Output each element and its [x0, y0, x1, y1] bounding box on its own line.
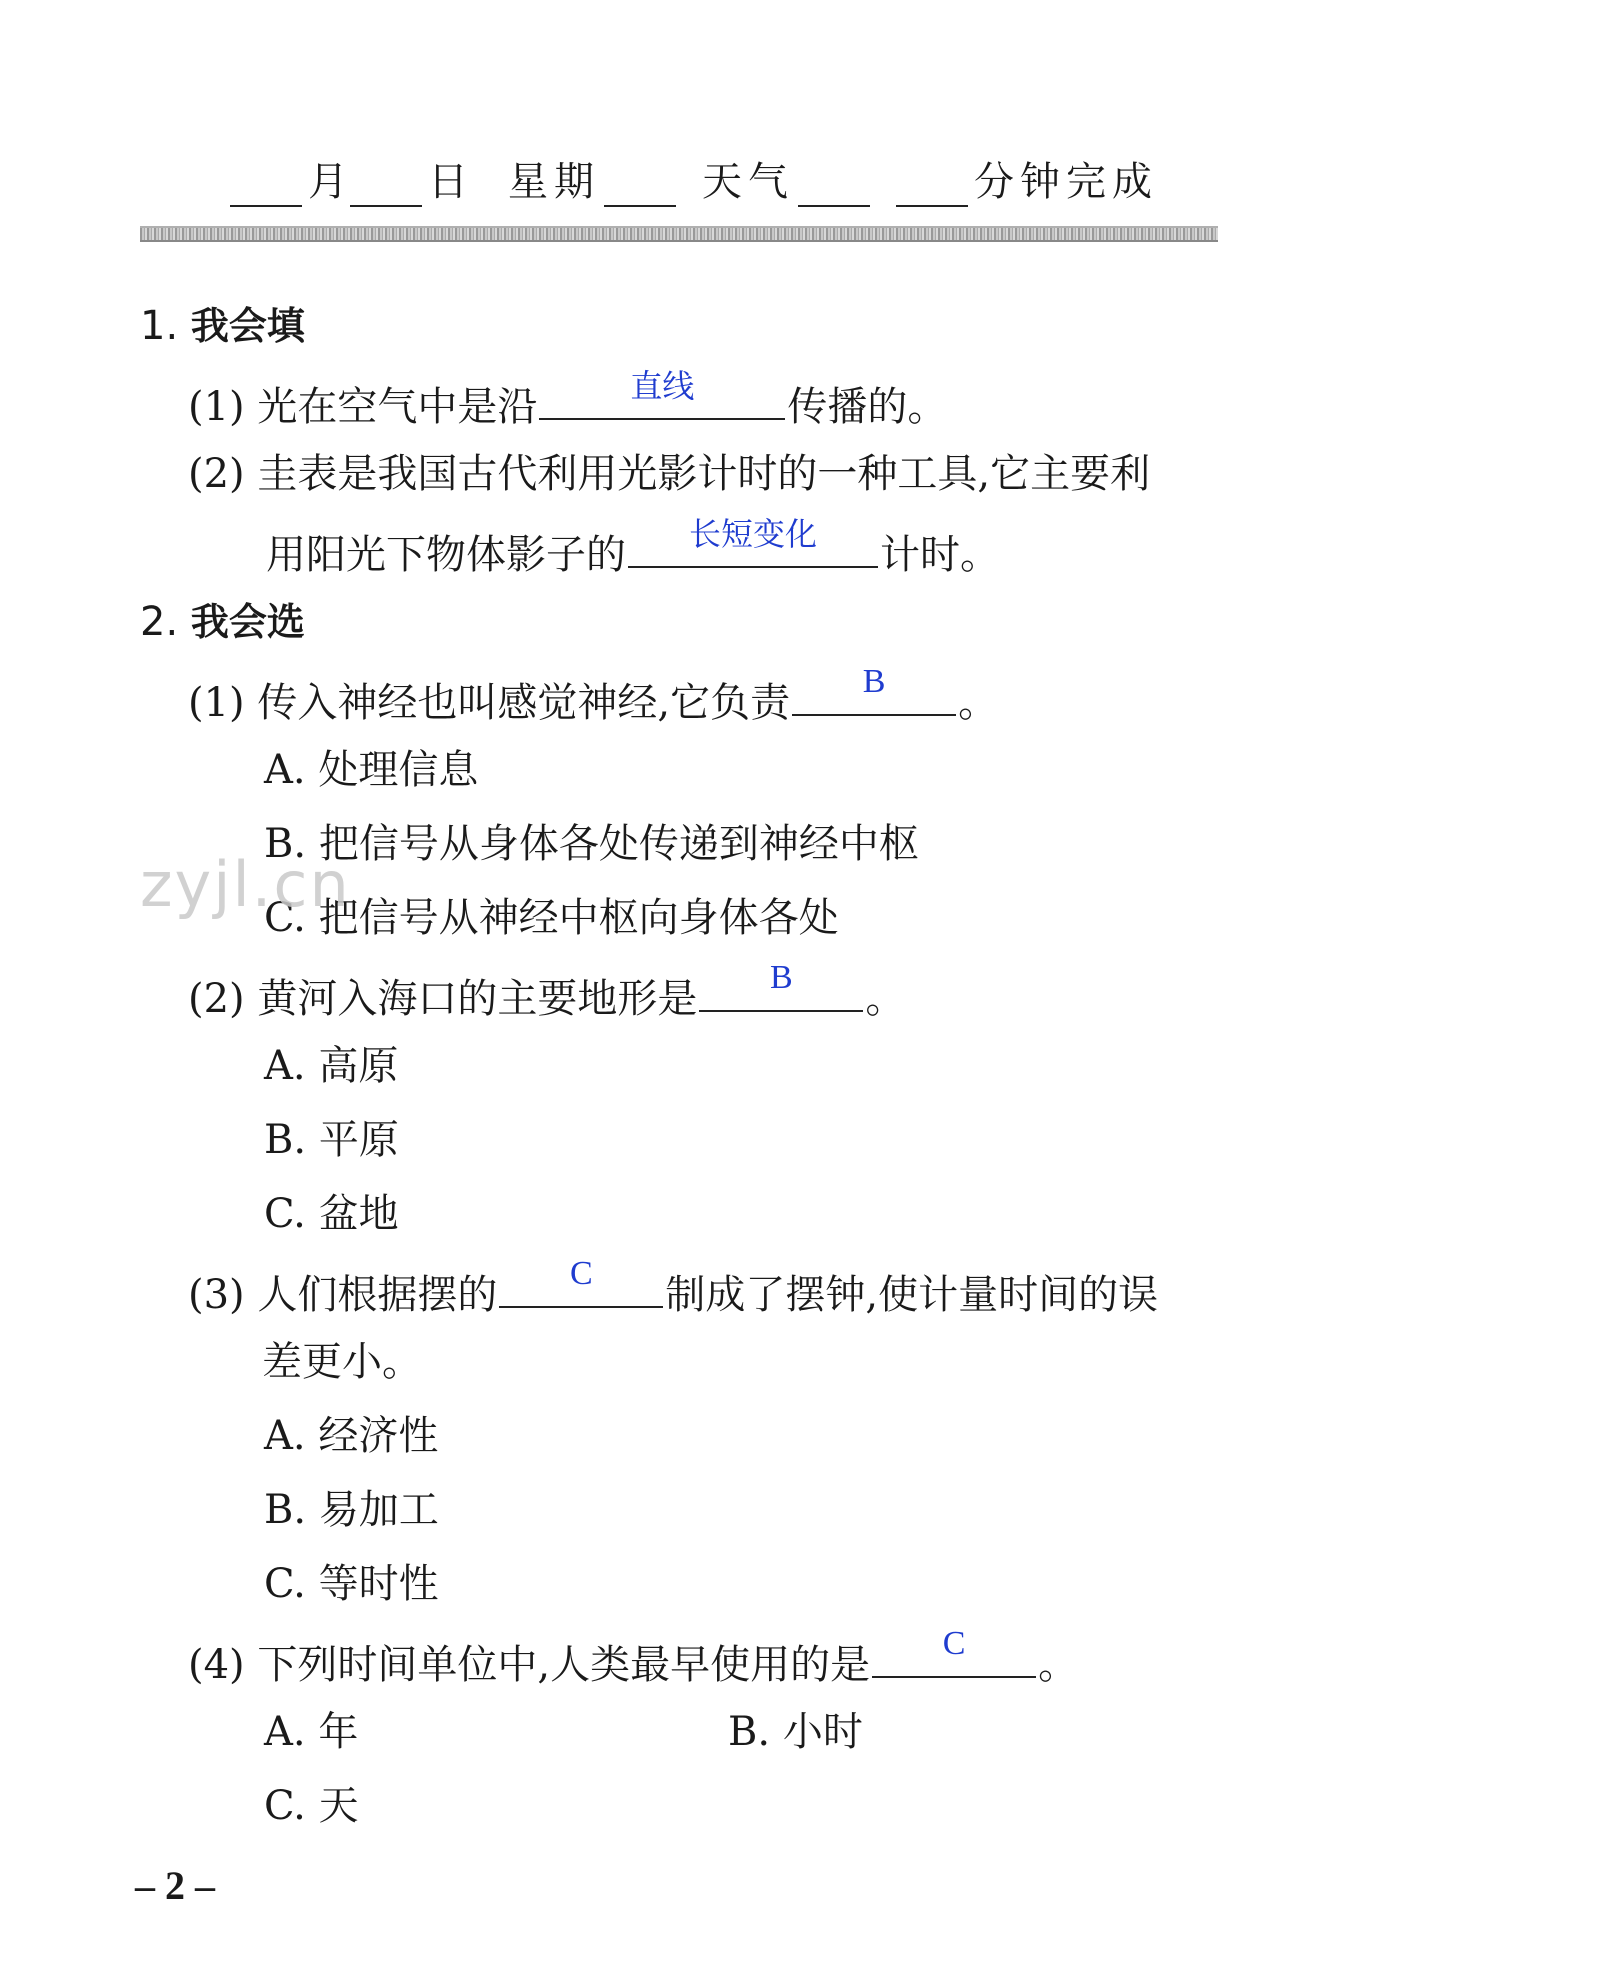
s2-q3-text-after: 制成了摆钟,使计量时间的误 [665, 1272, 1159, 1318]
s2-q4-number: (4) [188, 1642, 245, 1688]
s2-q4-text-before: 下列时间单位中,人类最早使用的是 [257, 1642, 871, 1688]
s2-q2 [188, 959, 906, 1025]
s2-q2-option-a: A. 高原 [264, 1043, 399, 1089]
s2-q2-number: (2) [188, 976, 245, 1022]
s2-q2-answer-blank [699, 959, 863, 1012]
s2-q4-answer: C [942, 1625, 966, 1662]
s1-q2-text-after: 计时。 [880, 532, 1000, 578]
s2-q4-option-c: C. 天 [264, 1783, 359, 1829]
section1-number: 1. [140, 303, 179, 349]
s2-q4-option-a: A. 年 [264, 1709, 359, 1755]
s2-q1-answer: B [862, 663, 886, 700]
weather-blank [798, 163, 870, 207]
s2-q4-answer-blank [872, 1625, 1036, 1678]
month-field [230, 150, 354, 207]
s2-q1-option-c: C. 把信号从神经中枢向身体各处 [264, 895, 839, 941]
page-number: – 2 – [135, 1863, 215, 1908]
s2-q3-option-c: C. 等时性 [264, 1561, 439, 1607]
day-field [350, 150, 474, 207]
s2-q3-answer-blank [499, 1255, 663, 1308]
s2-q1-text-before: 传入神经也叫感觉神经,它负责 [257, 680, 791, 726]
s1-q1-text-before: 光在空气中是沿 [257, 384, 538, 430]
s2-q1-text-after: 。 [958, 680, 999, 726]
s1-q2-text-before: 用阳光下物体影子的 [266, 532, 626, 578]
s2-q2-answer: B [770, 959, 793, 996]
s1-q2-line1 [188, 448, 1150, 500]
day-label: 日 [428, 159, 474, 205]
section2-number: 2. [140, 599, 179, 645]
weekday-label: 星期 [508, 159, 600, 205]
header-divider [140, 226, 1218, 242]
s1-q1-answer: 直线 [630, 367, 695, 405]
s1-q2-text-line1: 圭表是我国古代利用光影计时的一种工具,它主要利 [257, 451, 1151, 497]
weekday-field [508, 150, 682, 207]
s2-q4 [188, 1625, 1079, 1691]
section2-heading [140, 596, 305, 648]
s2-q2-text-after: 。 [865, 976, 906, 1022]
s2-q3-line1 [188, 1255, 1159, 1321]
month-blank [230, 163, 302, 207]
s2-q1-answer-blank [792, 663, 956, 716]
s1-q1 [188, 367, 948, 433]
s2-q2-option-b: B. 平原 [264, 1117, 399, 1163]
s1-q2-answer: 长短变化 [688, 515, 817, 553]
s2-q2-text-before: 黄河入海口的主要地形是 [257, 976, 698, 1022]
s2-q3-option-b: B. 易加工 [264, 1487, 439, 1533]
s2-q1-number: (1) [188, 680, 245, 726]
s2-q3-line2: 差更小。 [262, 1339, 422, 1385]
watermark: zyjl.cn [140, 848, 351, 921]
month-label: 月 [308, 159, 354, 205]
s2-q1 [188, 663, 999, 729]
s1-q2-line2 [266, 515, 1000, 581]
s2-q4-text-after: 。 [1038, 1642, 1079, 1688]
weather-label: 天气 [702, 159, 794, 205]
s1-q1-answer-blank [539, 367, 785, 420]
s2-q3-text-before: 人们根据摆的 [257, 1272, 498, 1318]
s2-q1-option-a: A. 处理信息 [264, 747, 479, 793]
section2-title: 我会选 [190, 600, 305, 644]
weekday-blank [604, 163, 676, 207]
s2-q1-option-b: B. 把信号从身体各处传递到神经中枢 [264, 821, 919, 867]
section1-title: 我会填 [190, 304, 305, 348]
day-blank [350, 163, 422, 207]
weather-field [702, 150, 876, 207]
minutes-blank [896, 163, 968, 207]
minutes-field [896, 150, 1158, 207]
section1-heading [140, 300, 305, 352]
s2-q2-option-c: C. 盆地 [264, 1191, 399, 1237]
s2-q4-option-b: B. 小时 [728, 1709, 863, 1755]
s2-q3-option-a: A. 经济性 [264, 1413, 439, 1459]
s1-q1-text-after: 传播的。 [787, 384, 948, 430]
s2-q3-answer: C [570, 1255, 593, 1292]
s1-q2-number: (2) [188, 451, 245, 497]
s1-q2-answer-blank [628, 515, 878, 568]
s1-q1-number: (1) [188, 384, 245, 430]
minutes-label: 分钟完成 [974, 159, 1158, 205]
s2-q3-number: (3) [188, 1272, 245, 1318]
